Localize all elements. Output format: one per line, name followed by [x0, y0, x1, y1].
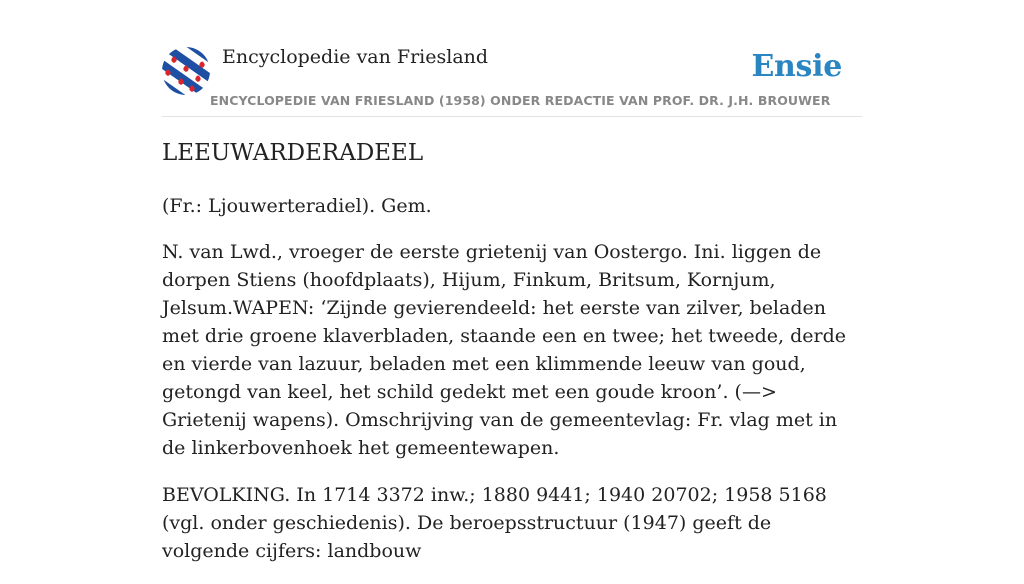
article-body	[162, 192, 862, 584]
article-container	[162, 0, 862, 562]
encyclopedia-subtitle: ENCYCLOPEDIE VAN FRIESLAND (1958) ONDER REDACTIE VAN PROF. DR. J.H. BROUWER	[210, 93, 831, 108]
friesland-flag-icon[interactable]	[162, 47, 210, 95]
article-paragraph: N. van Lwd., vroeger de eerste grietenij van Oostergo. Ini. liggen de dorpen Stiens (hoofdplaats), Hijum, Finkum, Britsum, Kornjum, Jelsum.WAPEN: ‘Zijnde gevierendeeld: het eerste van zilver, beladen met drie groene klaverbladen, staande een en twee; het tweede, derde en vierde van lazuur, beladen met een klimmende leeuw van goud, getongd van keel, het schild gedekt met een goude kroon’. (—> Grietenij wapens). Omschrijving van de gemeentevlag: Fr. vlag met in de linkerbovenhoek het gemeentewapen.	[162, 241, 847, 459]
article-title: LEEUWARDERADEEL	[162, 140, 424, 166]
article-paragraph: BEVOLKING. In 1714 3372 inw.; 1880 9441; 1940 20702; 1958 5168 (vgl. onder geschiedenis). De beroepsstructuur (1947) geeft de volgende cijfers: landbouw	[162, 484, 827, 562]
ensie-brand-link[interactable]: Ensie	[751, 49, 842, 84]
article-paragraph: (Fr.: Ljouwerteradiel). Gem.	[162, 195, 432, 217]
site-title-link[interactable]: Encyclopedie van Friesland	[222, 46, 489, 68]
site-header	[162, 0, 862, 117]
